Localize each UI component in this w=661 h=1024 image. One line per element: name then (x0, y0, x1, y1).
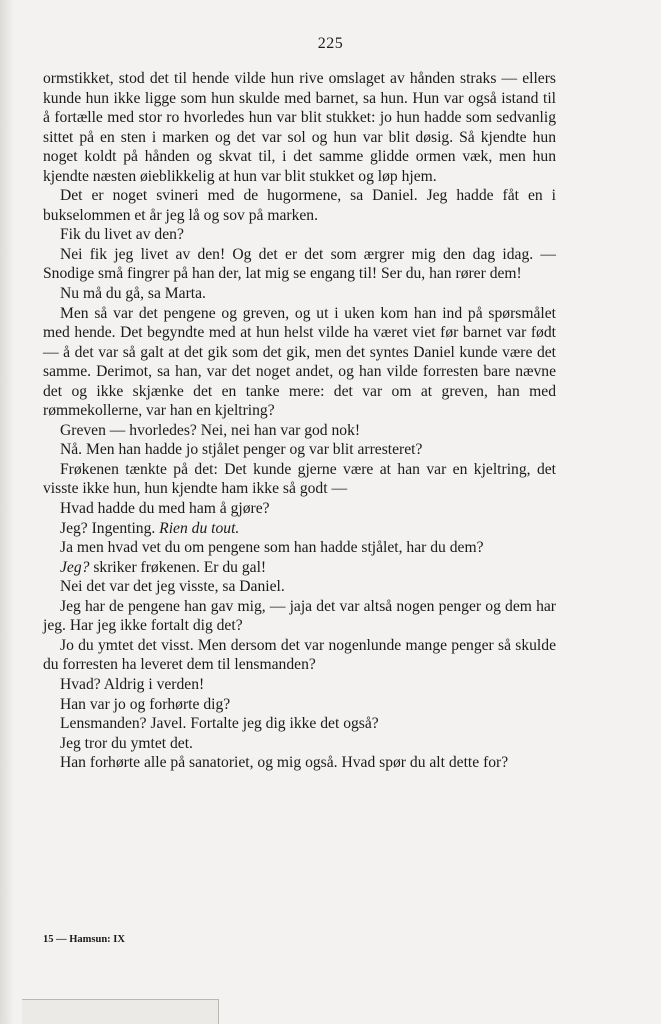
scan-edge-artifact (22, 999, 219, 1024)
paragraph (43, 714, 556, 734)
paragraph-text: Fik du livet av den? (60, 226, 184, 244)
paragraph (43, 225, 556, 245)
paragraph-text: Nei fik jeg livet av den! Og det er det som ærgrer mig den dag idag. — Snodige små fingrer på han der, lat mig se engang til! Ser du, han rører dem! (43, 245, 556, 283)
paragraph-text: Det er noget svineri med de hugormene, sa Daniel. Jeg hadde fåt en i bukselommen et år jeg lå og sov på marken. (43, 187, 556, 224)
paragraph-text: Jo du ymtet det visst. Men dersom det var nogenlunde mange penger så skulde du forresten ha leveret dem til lensmanden? (43, 636, 556, 674)
paragraph-text: Greven — hvorledes? Nei, nei han var god nok! (60, 421, 361, 439)
paragraph (43, 519, 556, 539)
paragraph (43, 421, 556, 441)
paragraph (43, 597, 556, 636)
paragraph-text: Frøkenen tænkte på det: Det kunde gjerne være at han var en kjeltring, det visste ikke hun, hun kjendte ham ikke så godt — (43, 460, 556, 498)
paragraph-text: Lensmanden? Javel. Fortalte jeg dig ikke det også? (60, 715, 379, 733)
paragraph (43, 284, 556, 304)
paragraph-text: Jeg har de pengene han gav mig, — jaja det var altså nogen penger og dem har jeg. Har jeg ikke fortalt dig det? (43, 597, 556, 635)
paragraph (43, 460, 556, 499)
body-text (43, 69, 556, 773)
paragraph (43, 499, 556, 519)
paragraph (43, 695, 556, 715)
paragraph-text: Nei det var det jeg visste, sa Daniel. (60, 578, 285, 596)
page-edge-shadow (0, 0, 14, 1024)
paragraph-text: Nå. Men han hadde jo stjålet penger og var blit arresteret? (60, 441, 423, 459)
paragraph-text: Men så var det pengene og greven, og ut i uken kom han ind på spørsmålet med hende. Det begyndte med at hun helst vilde ha været viet før barnet var født — å det var så galt at det gik som det gik, men det syntes Daniel kunde være det samme. Derimot, sa han, var det noget andet, og han vilde forresten bare nævne det og ikke skjænke det en tanke mere: det var om at greven, han med rømmekollerne, var han en kjeltring? (43, 304, 556, 420)
paragraph-text: Jeg? Ingenting. (60, 519, 160, 537)
paragraph (43, 753, 556, 773)
paragraph (43, 538, 556, 558)
paragraph-text: Ja men hvad vet du om pengene som han hadde stjålet, har du dem? (60, 539, 484, 557)
page-number: 225 (317, 35, 344, 52)
paragraph-italic-text: Rien du tout. (159, 519, 240, 537)
paragraph (43, 636, 556, 675)
signature-mark: 15 — Hamsun: IX (43, 934, 125, 945)
paragraph (43, 558, 556, 578)
paragraph-text: Han forhørte alle på sanatoriet, og mig også. Hvad spør du alt dette for? (60, 754, 509, 772)
paragraph-text: skriker frøkenen. Er du gal! (89, 558, 267, 576)
paragraph (43, 577, 556, 597)
paragraph (43, 186, 556, 225)
paragraph (43, 440, 556, 460)
paragraph (43, 304, 556, 421)
paragraph-text: Hvad hadde du med ham å gjøre? (60, 500, 270, 518)
paragraph-text: ormstikket, stod det til hende vilde hun rive omslaget av hånden straks — ellers kunde hun ikke ligge som hun skulde med barnet, sa hun. Hun var også istand til å fortælle med stor ro hvorledes hun var blit stukket: jo hun hadde som sedvanlig sittet på en sten i marken og det var sol og hun var blit døsig. Så kjendte hun noget koldt på hånden og skvat til, i det samme glidde ormen væk, men hun kjendte næsten øieblikkelig at hun var blit stukket og løp hjem. (43, 70, 556, 185)
paragraph-text: Hvad? Aldrig i verden! (60, 675, 205, 693)
paragraph (43, 245, 556, 284)
paragraph-italic-lead: Jeg? (60, 558, 90, 576)
paragraph (43, 69, 556, 186)
paragraph-text: Jeg tror du ymtet det. (60, 734, 193, 752)
paragraph (43, 675, 556, 695)
paragraph (43, 734, 556, 754)
paragraph-text: Nu må du gå, sa Marta. (60, 285, 206, 303)
paragraph-text: Han var jo og forhørte dig? (60, 695, 231, 713)
